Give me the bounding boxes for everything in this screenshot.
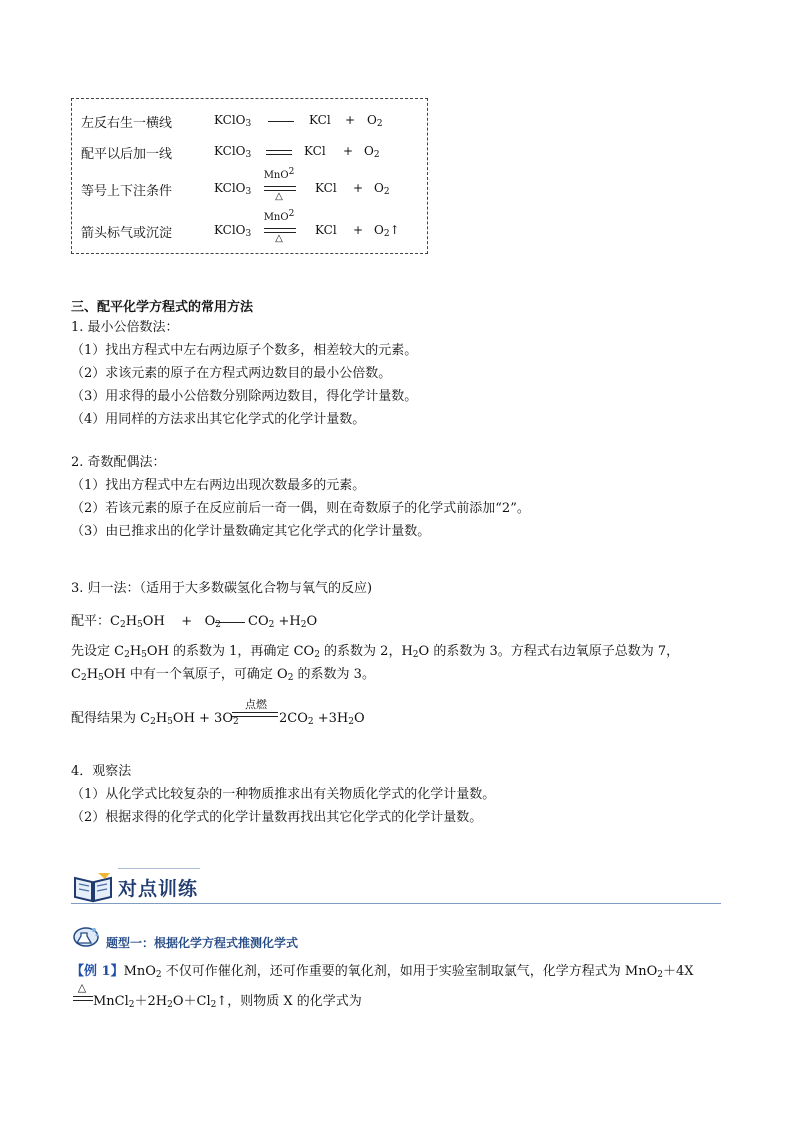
method-1-item: （4）用同样的方法求出其它化学式的化学计量数。 xyxy=(71,412,366,427)
method-3-balance: 配平：$C_2H_5OH$ + $O_2$ xyxy=(71,614,221,630)
condition-catalyst: MnO$^2$ xyxy=(263,167,295,181)
method-3-result: 配得结果为 $C_2H_5OH + 3O_2$ xyxy=(71,711,239,727)
method-2-item: （2）若该元素的原子在反应前后一奇一偶，则在奇数原子的化学式前添加“2”。 xyxy=(71,501,530,516)
formula-o2-2: $O_2$ xyxy=(364,144,380,160)
single-line xyxy=(215,622,245,623)
formula-o2-1: $O_2$ xyxy=(367,113,383,129)
section-title: 三、配平化学方程式的常用方法 xyxy=(71,300,254,315)
rule-label-4: 箭头标气或沉淀 xyxy=(81,226,173,241)
formula-o2-3: $O_2$ xyxy=(374,181,390,197)
banner-title: 对点训练 xyxy=(118,878,199,900)
banner-underline xyxy=(71,903,721,904)
example-1-line-1: 【例 1】MnO$_2$ 不仅可作催化剂，还可作重要的氧化剂，如用于实验室制取氯气，化学方程式为 MnO$_2$＋4X xyxy=(71,964,694,980)
formula-right-2: KCl xyxy=(304,144,326,158)
plus-sign: + xyxy=(353,181,364,195)
plus-sign: + xyxy=(345,113,356,127)
open-book-icon xyxy=(72,870,114,904)
method-4-item: （1）从化学式比较复杂的一种物质推求出有关物质化学式的化学计量数。 xyxy=(71,787,496,802)
question-type-title: 题型一：根据化学方程式推测化学式 xyxy=(106,936,299,950)
example-label: 【例 1】 xyxy=(71,964,124,979)
formula-right-1: KCl xyxy=(309,113,331,127)
formula-o2-4: $O_2↑$ xyxy=(374,223,400,239)
plus-sign: + xyxy=(353,223,364,237)
double-line xyxy=(73,996,93,1001)
heat-symbol: △ xyxy=(275,233,283,244)
method-1-item: （1）找出方程式中左右两边原子个数多，相差较大的元素。 xyxy=(71,343,418,358)
gas-arrow-icon: ↑ xyxy=(389,223,400,237)
rule-label-1: 左反右生一横线 xyxy=(81,116,173,131)
formula-left-3: KClO$_3$ xyxy=(214,181,252,197)
method-3-title: 3. 归一法：（适用于大多数碳氢化合物与氧气的反应) xyxy=(71,581,373,596)
condition-catalyst: MnO$^2$ xyxy=(263,209,295,223)
formula-left-4: KClO$_3$ xyxy=(214,223,252,239)
formula-left-1: KClO$_3$ xyxy=(214,113,252,129)
double-line xyxy=(232,712,278,717)
ignition-condition: 点燃 xyxy=(245,698,267,711)
plus-sign: + xyxy=(343,144,354,158)
method-3-desc: $C_2H_5OH$ 中有一个氧原子，可确定 $O_2$ 的系数为 3。 xyxy=(71,667,375,683)
heat-symbol: △ xyxy=(77,981,87,994)
method-3-result-products: $2CO_2 +3H_2O$ xyxy=(279,711,365,727)
banner-accent-line xyxy=(118,868,200,869)
method-3-desc: 先设定 $C_2H_5OH$ 的系数为 1，再确定 $CO_2$ 的系数为 2，$H_2O$ 的系数为 3。方程式右边氧原子总数为 7， xyxy=(71,644,680,660)
flask-icon xyxy=(72,924,102,950)
method-3-products: $CO_2 +H_2O$ xyxy=(248,614,318,630)
method-1-item: （2）求该元素的原子在方程式两边数目的最小公倍数。 xyxy=(71,366,392,381)
example-1-line-2: $MnCl_2+2H_2O+Cl_2↑$，则物质 X 的化学式为 xyxy=(93,994,362,1010)
method-2-item: （3）由已推求出的化学计量数确定其它化学式的化学计量数。 xyxy=(71,524,431,539)
heat-symbol: △ xyxy=(275,191,283,202)
double-line xyxy=(266,150,292,155)
formula-left-2: KClO$_3$ xyxy=(214,144,252,160)
rule-label-3: 等号上下注条件 xyxy=(81,184,173,199)
formula-right-3: KCl xyxy=(315,181,337,195)
method-1-item: （3）用求得的最小公倍数分别除两边数目，得化学计量数。 xyxy=(71,389,418,404)
method-4-title: 4．观察法 xyxy=(71,764,132,779)
single-line xyxy=(268,121,294,122)
formula-right-4: KCl xyxy=(315,223,337,237)
method-2-title: 2. 奇数配偶法： xyxy=(71,455,166,470)
method-1-title: 1. 最小公倍数法： xyxy=(71,320,179,335)
rule-label-2: 配平以后加一线 xyxy=(81,147,173,162)
method-4-item: （2）根据求得的化学式的化学计量数再找出其它化学式的化学计量数。 xyxy=(71,810,483,825)
method-2-item: （1）找出方程式中左右两边出现次数最多的元素。 xyxy=(71,478,366,493)
